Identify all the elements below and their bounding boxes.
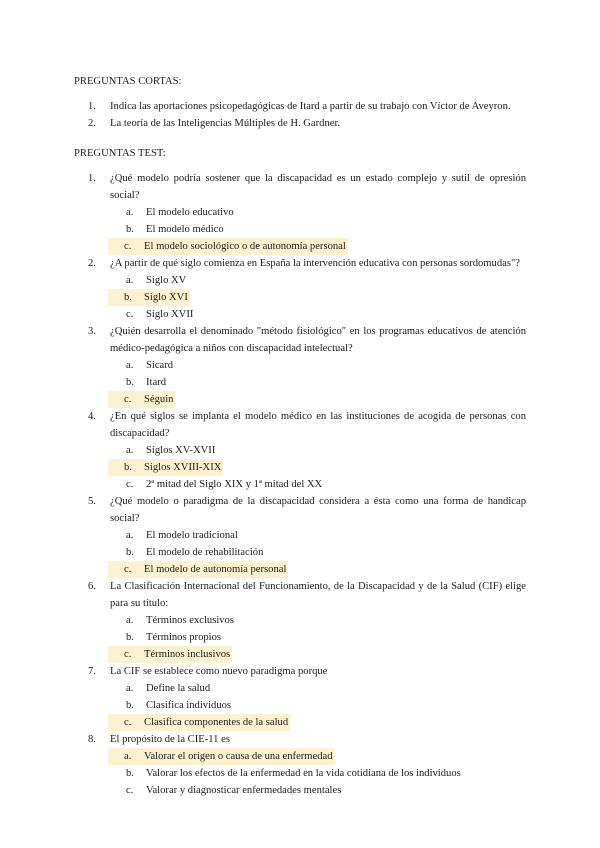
question-text: ¿En qué siglos se implanta el modelo médico en las instituciones de acogida de personas con discapacidad?	[110, 411, 526, 439]
question-row	[74, 170, 526, 204]
option-letter: a.	[126, 683, 134, 694]
question-text: ¿Qué modelo o paradigma de la discapacidad considera a ésta como una forma de handicap social?	[110, 496, 526, 524]
answer-option	[110, 442, 526, 459]
option-text: El modelo de autonomía personal	[142, 561, 288, 578]
question-row	[74, 578, 526, 612]
option-letter: a.	[126, 530, 134, 541]
option-letter: c.	[108, 391, 142, 408]
test-question	[74, 731, 526, 799]
answer-options	[110, 442, 526, 493]
answer-option	[110, 544, 526, 561]
question-number: 2.	[88, 258, 96, 269]
question-text: ¿Qué modelo podría sostener que la discapacidad es un estado complejo y sutil de opresión social?	[110, 173, 526, 201]
question-text: ¿A partir de qué siglo comienza en España la intervención educativa con personas sordomudas"?	[110, 258, 520, 269]
question-number: 5.	[88, 496, 96, 507]
option-letter: b.	[108, 459, 142, 476]
option-text: Términos inclusivos	[142, 646, 232, 663]
option-text: Sicard	[146, 360, 174, 371]
test-question	[74, 255, 526, 323]
question-number: 8.	[88, 734, 96, 745]
answer-option-highlighted	[110, 289, 526, 306]
answer-option-highlighted	[110, 459, 526, 476]
question-text: El propósito de la CIE-11 es	[110, 734, 230, 745]
option-letter: b.	[126, 224, 134, 235]
question-number: 1.	[88, 101, 96, 112]
test-question	[74, 493, 526, 578]
answer-option	[110, 221, 526, 238]
answer-options	[110, 748, 526, 799]
option-text: Itard	[146, 377, 166, 388]
answer-option	[110, 374, 526, 391]
short-questions-title: PREGUNTAS CORTAS:	[74, 76, 182, 87]
answer-option	[110, 765, 526, 782]
question-row	[74, 408, 526, 442]
option-letter: b.	[126, 700, 134, 711]
option-letter: b.	[126, 768, 134, 779]
answer-options	[110, 612, 526, 663]
answer-option-highlighted	[110, 561, 526, 578]
test-question	[74, 578, 526, 663]
option-letter: c.	[126, 785, 134, 796]
test-question	[74, 323, 526, 408]
option-text: Séguin	[142, 391, 175, 408]
question-row	[74, 255, 526, 272]
question-row	[74, 493, 526, 527]
option-text: El modelo tradicional	[146, 530, 238, 541]
option-text: Términos exclusivos	[146, 615, 234, 626]
option-text: Valorar el origen o causa de una enfermedad	[142, 748, 335, 765]
option-text: El modelo educativo	[146, 207, 234, 218]
question-text: Indica las aportaciones psicopedagógicas de Itard a partir de su trabajo con Víctor de Aveyron.	[110, 101, 511, 112]
option-letter: b.	[108, 289, 142, 306]
option-letter: c.	[126, 309, 134, 320]
option-text: 2ª mitad del Siglo XIX y 1ª mitad del XX	[146, 479, 323, 490]
answer-option-highlighted	[110, 238, 526, 255]
answer-option	[110, 612, 526, 629]
answer-options	[110, 272, 526, 323]
question-text: La teoría de las Inteligencias Múltiples de H. Gardner.	[110, 118, 341, 129]
test-question	[74, 663, 526, 731]
question-number: 1.	[88, 173, 96, 184]
option-text: Siglo XVII	[146, 309, 194, 320]
option-text: Clasifica individuos	[146, 700, 232, 711]
short-question-item	[74, 115, 526, 132]
option-letter: a.	[126, 207, 134, 218]
option-text: Valorar y diagnosticar enfermedades mentales	[146, 785, 342, 796]
answer-option	[110, 306, 526, 323]
option-text: Términos propios	[146, 632, 222, 643]
question-number: 6.	[88, 581, 96, 592]
question-number: 4.	[88, 411, 96, 422]
question-text: ¿Quién desarrolla el denominado "método fisiológico" en los programas educativos de atención médico-pedagógica a niños con discapacidad intelectual?	[110, 326, 526, 354]
answer-option-highlighted	[110, 391, 526, 408]
test-question	[74, 408, 526, 493]
short-question-item	[74, 98, 526, 115]
answer-option	[110, 272, 526, 289]
option-letter: b.	[126, 377, 134, 388]
option-letter: c.	[126, 479, 134, 490]
option-text: Siglo XVI	[142, 289, 190, 306]
option-text: El modelo de rehabilitación	[146, 547, 264, 558]
answer-options	[110, 357, 526, 408]
test-question	[74, 170, 526, 255]
answer-options	[110, 204, 526, 255]
option-text: Define la salud	[146, 683, 211, 694]
option-text: El modelo sociológico o de autonomía personal	[142, 238, 348, 255]
answer-option	[110, 204, 526, 221]
test-questions-list	[74, 170, 526, 799]
option-text: Siglo XV	[146, 275, 187, 286]
answer-option	[110, 629, 526, 646]
option-letter: c.	[108, 561, 142, 578]
answer-option-highlighted	[110, 714, 526, 731]
option-text: Clasifica componentes de la salud	[142, 714, 290, 731]
answer-option	[110, 357, 526, 374]
question-row	[74, 323, 526, 357]
option-letter: a.	[126, 275, 134, 286]
answer-option	[110, 697, 526, 714]
answer-option	[110, 476, 526, 493]
answer-option-highlighted	[110, 646, 526, 663]
option-text: Siglos XV-XVII	[146, 445, 216, 456]
option-letter: c.	[108, 646, 142, 663]
option-letter: c.	[108, 714, 142, 731]
option-letter: b.	[126, 547, 134, 558]
answer-options	[110, 680, 526, 731]
option-letter: a.	[108, 748, 142, 765]
answer-option-highlighted	[110, 748, 526, 765]
answer-option	[110, 680, 526, 697]
question-number: 2.	[88, 118, 96, 129]
short-questions-list	[74, 98, 526, 132]
option-text: El modelo médico	[146, 224, 224, 235]
option-letter: c.	[108, 238, 142, 255]
answer-options	[110, 527, 526, 578]
option-text: Siglos XVIII-XIX	[142, 459, 223, 476]
question-row	[74, 731, 526, 748]
option-letter: a.	[126, 615, 134, 626]
option-letter: a.	[126, 360, 134, 371]
question-row	[74, 663, 526, 680]
question-text: La CIF se establece como nuevo paradigma porque	[110, 666, 328, 677]
question-number: 3.	[88, 326, 96, 337]
question-number: 7.	[88, 666, 96, 677]
question-text: La Clasificación Internacional del Funcionamiento, de la Discapacidad y de la Salud (CIF) elige para su título:	[110, 581, 526, 609]
test-questions-title: PREGUNTAS TEST:	[74, 148, 166, 159]
option-letter: a.	[126, 445, 134, 456]
answer-option	[110, 782, 526, 799]
option-text: Valorar los efectos de la enfermedad en la vida cotidiana de los individuos	[146, 768, 461, 779]
answer-option	[110, 527, 526, 544]
option-letter: b.	[126, 632, 134, 643]
